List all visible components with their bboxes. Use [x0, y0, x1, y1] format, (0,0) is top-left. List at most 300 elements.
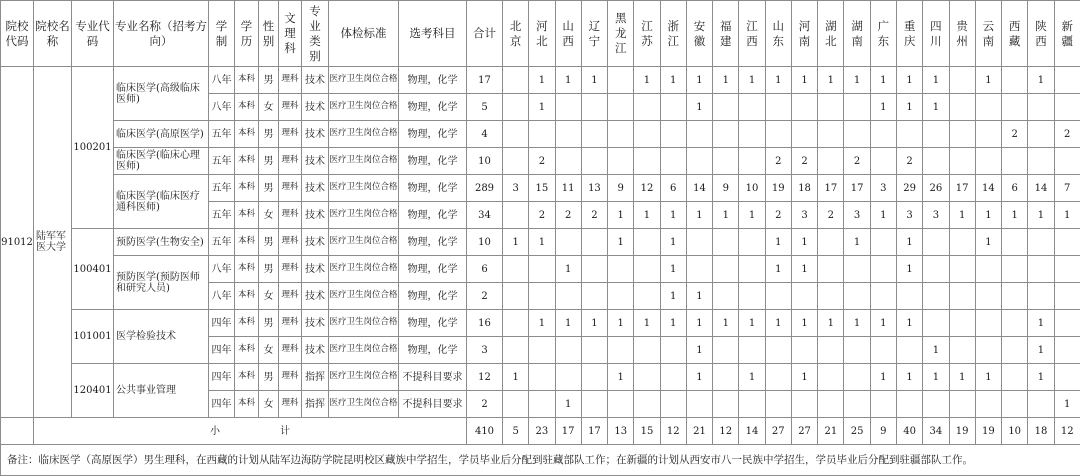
province-count: 2 [844, 148, 870, 175]
table-row [1, 364, 1080, 391]
province-count [634, 121, 660, 148]
subtotal-count: 12 [660, 418, 686, 445]
province-count: 1 [923, 67, 949, 94]
province-count [529, 283, 555, 310]
province-count: 1 [608, 202, 634, 229]
physical-cell: 医疗卫生岗位合格 [329, 229, 399, 256]
province-count: 14 [1028, 175, 1054, 202]
province-count [503, 283, 529, 310]
province-count [503, 94, 529, 121]
province-count [975, 94, 1001, 121]
total-cell: 5 [467, 94, 503, 121]
category-cell: 指挥 [302, 364, 329, 391]
header-province [713, 1, 739, 67]
header-province [975, 1, 1001, 67]
category-cell: 技术 [302, 256, 329, 283]
province-count [870, 229, 896, 256]
province-count [608, 256, 634, 283]
province-count [844, 283, 870, 310]
subject-type-cell: 理科 [279, 310, 302, 337]
total-cell: 12 [467, 364, 503, 391]
major-code: 100401 [72, 229, 114, 310]
province-count: 2 [896, 148, 922, 175]
subjects-cell: 物理，化学 [399, 121, 467, 148]
province-count: 1 [608, 364, 634, 391]
header-province [844, 1, 870, 67]
province-count: 1 [765, 310, 791, 337]
province-count: 1 [1028, 310, 1054, 337]
subjects-cell: 物理，化学 [399, 337, 467, 364]
province-count: 2 [529, 148, 555, 175]
province-count [713, 229, 739, 256]
province-count [1028, 94, 1054, 121]
province-count [765, 391, 791, 418]
province-name: 河北 [536, 19, 548, 49]
province-count [949, 94, 975, 121]
subject-type-cell: 理科 [279, 148, 302, 175]
province-count [975, 121, 1001, 148]
education-cell: 本科 [235, 337, 259, 364]
province-count: 1 [896, 229, 922, 256]
province-count [555, 148, 581, 175]
header-category: 专业类别 [302, 1, 329, 67]
province-count [1054, 229, 1080, 256]
province-count [529, 391, 555, 418]
province-count [581, 391, 607, 418]
physical-cell: 医疗卫生岗位合格 [329, 67, 399, 94]
duration-cell: 四年 [209, 391, 235, 418]
province-count: 1 [765, 229, 791, 256]
header-total: 合计 [467, 1, 503, 67]
province-count: 1 [660, 283, 686, 310]
subject-type-cell: 理科 [279, 94, 302, 121]
province-name: 西藏 [1009, 19, 1021, 49]
education-cell: 本科 [235, 121, 259, 148]
province-count: 1 [844, 229, 870, 256]
province-count: 1 [581, 310, 607, 337]
province-count [739, 148, 765, 175]
physical-cell: 医疗卫生岗位合格 [329, 256, 399, 283]
header-province [686, 1, 712, 67]
province-count: 1 [686, 310, 712, 337]
gender-cell: 女 [259, 283, 279, 310]
province-count [975, 148, 1001, 175]
province-count [555, 364, 581, 391]
province-count [791, 121, 817, 148]
province-count: 1 [765, 67, 791, 94]
province-count: 1 [870, 67, 896, 94]
province-count [923, 310, 949, 337]
province-count [1028, 229, 1054, 256]
province-count: 3 [923, 202, 949, 229]
province-count [923, 229, 949, 256]
province-count: 9 [608, 175, 634, 202]
category-cell: 技术 [302, 175, 329, 202]
total-cell: 289 [467, 175, 503, 202]
province-count: 1 [660, 256, 686, 283]
province-count [870, 121, 896, 148]
province-count [844, 364, 870, 391]
province-count [503, 391, 529, 418]
province-count: 29 [896, 175, 922, 202]
province-count: 1 [608, 310, 634, 337]
province-count [870, 391, 896, 418]
header-province [765, 1, 791, 67]
province-count [923, 148, 949, 175]
province-count [634, 94, 660, 121]
duration-cell: 五年 [209, 121, 235, 148]
province-count [844, 391, 870, 418]
province-count [870, 148, 896, 175]
province-count [503, 256, 529, 283]
subtotal-count: 25 [844, 418, 870, 445]
province-count [818, 148, 844, 175]
province-count [949, 310, 975, 337]
province-count [713, 94, 739, 121]
header-province [739, 1, 765, 67]
total-cell: 3 [467, 337, 503, 364]
education-cell: 本科 [235, 229, 259, 256]
header-province [896, 1, 922, 67]
major-name: 临床医学(临床心理医师) [114, 148, 209, 175]
province-count [1028, 391, 1054, 418]
province-count [765, 364, 791, 391]
major-name: 医学检验技术 [114, 310, 209, 364]
province-count [1054, 256, 1080, 283]
education-cell: 本科 [235, 67, 259, 94]
province-count: 3 [870, 175, 896, 202]
total-cell: 10 [467, 148, 503, 175]
education-cell: 本科 [235, 364, 259, 391]
gender-cell: 女 [259, 202, 279, 229]
footnote: 备注：临床医学（高原医学）男生理科，在西藏的计划从陆军边海防学院昆明校区藏族中学招生，学员毕业后分配到驻藏部队工作；在新疆的计划从西安市八一民族中学招生，学员毕业后分配到驻疆部队工作。 [1, 445, 1080, 476]
province-count: 1 [975, 67, 1001, 94]
province-count [1002, 337, 1028, 364]
province-count [844, 94, 870, 121]
province-count: 13 [581, 175, 607, 202]
province-count: 1 [555, 256, 581, 283]
province-count [581, 337, 607, 364]
province-count: 14 [975, 175, 1001, 202]
province-count [634, 256, 660, 283]
province-count: 1 [739, 67, 765, 94]
major-name: 临床医学(高级临床医师) [114, 67, 209, 121]
province-count [581, 229, 607, 256]
province-count: 1 [529, 67, 555, 94]
province-count [529, 256, 555, 283]
province-count [581, 148, 607, 175]
subtotal-label: 小 计 [34, 418, 467, 445]
subtotal-count: 40 [896, 418, 922, 445]
province-count: 17 [949, 175, 975, 202]
total-cell: 34 [467, 202, 503, 229]
province-count [791, 337, 817, 364]
province-count [1002, 229, 1028, 256]
province-count [686, 229, 712, 256]
province-count [713, 283, 739, 310]
province-count [634, 148, 660, 175]
province-count: 1 [713, 67, 739, 94]
province-count [1028, 148, 1054, 175]
physical-cell: 医疗卫生岗位合格 [329, 364, 399, 391]
province-count [739, 337, 765, 364]
province-count: 1 [923, 94, 949, 121]
province-count [739, 229, 765, 256]
province-count [555, 229, 581, 256]
header-province [949, 1, 975, 67]
subject-type-cell: 理科 [279, 391, 302, 418]
province-count [1054, 94, 1080, 121]
province-count: 1 [1028, 364, 1054, 391]
province-name: 陕西 [1035, 19, 1047, 49]
province-count: 1 [739, 364, 765, 391]
subject-type-cell: 理科 [279, 175, 302, 202]
province-name: 浙江 [667, 19, 679, 49]
province-count: 1 [1028, 202, 1054, 229]
total-cell: 17 [467, 67, 503, 94]
header-province [555, 1, 581, 67]
duration-cell: 八年 [209, 67, 235, 94]
province-count [870, 283, 896, 310]
subjects-cell: 物理，化学 [399, 94, 467, 121]
province-count [1054, 310, 1080, 337]
province-count: 1 [975, 364, 1001, 391]
province-count [634, 283, 660, 310]
province-count [923, 283, 949, 310]
province-count [1002, 310, 1028, 337]
province-count [818, 337, 844, 364]
header-row [1, 1, 1080, 67]
gender-cell: 男 [259, 229, 279, 256]
subtotal-count: 34 [923, 418, 949, 445]
province-count: 1 [529, 229, 555, 256]
education-cell: 本科 [235, 283, 259, 310]
province-count: 1 [896, 364, 922, 391]
physical-cell: 医疗卫生岗位合格 [329, 202, 399, 229]
province-count [686, 256, 712, 283]
province-count [791, 94, 817, 121]
province-count [581, 283, 607, 310]
category-cell: 技术 [302, 337, 329, 364]
province-count: 1 [686, 337, 712, 364]
education-cell: 本科 [235, 202, 259, 229]
province-count [949, 256, 975, 283]
table-row [1, 67, 1080, 94]
header-duration: 学制 [209, 1, 235, 67]
province-count: 1 [529, 94, 555, 121]
province-count: 2 [555, 202, 581, 229]
header-education: 学历 [235, 1, 259, 67]
physical-cell: 医疗卫生岗位合格 [329, 94, 399, 121]
category-cell: 技术 [302, 202, 329, 229]
province-count: 1 [870, 202, 896, 229]
duration-cell: 八年 [209, 283, 235, 310]
table-row [1, 148, 1080, 175]
province-count [818, 256, 844, 283]
province-count: 3 [896, 202, 922, 229]
province-count: 1 [581, 67, 607, 94]
subtotal-count: 14 [739, 418, 765, 445]
province-count [949, 67, 975, 94]
province-name: 山东 [773, 19, 785, 49]
subjects-cell: 物理，化学 [399, 256, 467, 283]
physical-cell: 医疗卫生岗位合格 [329, 283, 399, 310]
physical-cell: 医疗卫生岗位合格 [329, 391, 399, 418]
province-count: 1 [791, 67, 817, 94]
header-province [503, 1, 529, 67]
category-cell: 技术 [302, 67, 329, 94]
province-name: 四川 [930, 19, 942, 49]
province-count [1002, 283, 1028, 310]
category-cell: 指挥 [302, 391, 329, 418]
province-count [923, 121, 949, 148]
province-count [949, 121, 975, 148]
gender-cell: 女 [259, 337, 279, 364]
province-count: 1 [660, 229, 686, 256]
province-count: 1 [844, 310, 870, 337]
education-cell: 本科 [235, 310, 259, 337]
gender-cell: 男 [259, 67, 279, 94]
province-count: 1 [660, 67, 686, 94]
total-cell: 6 [467, 256, 503, 283]
province-count: 1 [791, 310, 817, 337]
header-province [608, 1, 634, 67]
province-count [739, 94, 765, 121]
province-count: 1 [555, 391, 581, 418]
province-count: 1 [896, 94, 922, 121]
province-count [870, 337, 896, 364]
province-count [818, 229, 844, 256]
province-count: 1 [686, 364, 712, 391]
duration-cell: 八年 [209, 256, 235, 283]
province-name: 黑龙江 [615, 11, 627, 56]
subtotal-count: 27 [791, 418, 817, 445]
category-cell: 技术 [302, 148, 329, 175]
subtotal-count: 9 [870, 418, 896, 445]
gender-cell: 男 [259, 148, 279, 175]
province-count [686, 148, 712, 175]
province-count: 1 [713, 202, 739, 229]
province-count: 1 [1054, 202, 1080, 229]
province-count: 1 [686, 283, 712, 310]
province-count [660, 94, 686, 121]
province-count: 1 [791, 256, 817, 283]
subject-type-cell: 理科 [279, 337, 302, 364]
province-count: 1 [975, 229, 1001, 256]
total-cell: 4 [467, 121, 503, 148]
province-count [660, 337, 686, 364]
province-count [660, 148, 686, 175]
province-count [975, 337, 1001, 364]
province-count [581, 256, 607, 283]
subtotal-count: 27 [765, 418, 791, 445]
subtotal-count: 21 [686, 418, 712, 445]
province-name: 云南 [983, 19, 995, 49]
province-count: 11 [555, 175, 581, 202]
province-count: 1 [739, 310, 765, 337]
subject-type-cell: 理科 [279, 121, 302, 148]
province-count: 6 [660, 175, 686, 202]
table-body [1, 67, 1080, 418]
province-count [1054, 283, 1080, 310]
duration-cell: 五年 [209, 148, 235, 175]
province-count: 1 [634, 310, 660, 337]
province-count [975, 391, 1001, 418]
province-count: 1 [791, 229, 817, 256]
major-name: 临床医学(高原医学) [114, 121, 209, 148]
subtotal-count: 12 [713, 418, 739, 445]
province-count: 14 [686, 175, 712, 202]
province-count: 1 [1002, 202, 1028, 229]
gender-cell: 女 [259, 94, 279, 121]
province-count [634, 337, 660, 364]
province-count: 1 [923, 364, 949, 391]
education-cell: 本科 [235, 256, 259, 283]
province-name: 江西 [746, 19, 758, 49]
province-count: 6 [1002, 175, 1028, 202]
province-count [555, 121, 581, 148]
header-province [818, 1, 844, 67]
province-count [1002, 391, 1028, 418]
category-cell: 技术 [302, 310, 329, 337]
subject-type-cell: 理科 [279, 67, 302, 94]
province-count [975, 256, 1001, 283]
subtotal-count: 23 [529, 418, 555, 445]
province-count [1002, 67, 1028, 94]
province-count [608, 337, 634, 364]
province-count [818, 391, 844, 418]
province-count [503, 337, 529, 364]
subtotal-count: 18 [1028, 418, 1054, 445]
subtotal-row [1, 418, 1080, 445]
province-count [844, 256, 870, 283]
province-count: 1 [844, 67, 870, 94]
gender-cell: 男 [259, 175, 279, 202]
subtotal-count: 13 [608, 418, 634, 445]
major-name: 临床医学(临床医疗通科医师) [114, 175, 209, 229]
province-count [1028, 121, 1054, 148]
province-count [896, 391, 922, 418]
province-count: 1 [660, 310, 686, 337]
duration-cell: 四年 [209, 364, 235, 391]
subject-type-cell: 理科 [279, 202, 302, 229]
gender-cell: 男 [259, 256, 279, 283]
province-count [1028, 256, 1054, 283]
province-name: 安徽 [694, 19, 706, 49]
province-count [608, 67, 634, 94]
subjects-cell: 不提科目要求 [399, 391, 467, 418]
province-count [634, 229, 660, 256]
header-province [1002, 1, 1028, 67]
province-name: 广东 [878, 19, 890, 49]
education-cell: 本科 [235, 175, 259, 202]
subtotal-total: 410 [467, 418, 503, 445]
province-count: 1 [791, 364, 817, 391]
subtotal-count: 10 [1002, 418, 1028, 445]
province-name: 江苏 [641, 19, 653, 49]
header-school-code: 院校代码 [1, 1, 34, 67]
province-count: 1 [503, 229, 529, 256]
subtotal-count: 5 [503, 418, 529, 445]
province-count: 19 [765, 175, 791, 202]
total-cell: 16 [467, 310, 503, 337]
gender-cell: 男 [259, 310, 279, 337]
province-count: 2 [765, 148, 791, 175]
duration-cell: 四年 [209, 337, 235, 364]
province-count [555, 337, 581, 364]
province-count [818, 121, 844, 148]
table-row [1, 310, 1080, 337]
